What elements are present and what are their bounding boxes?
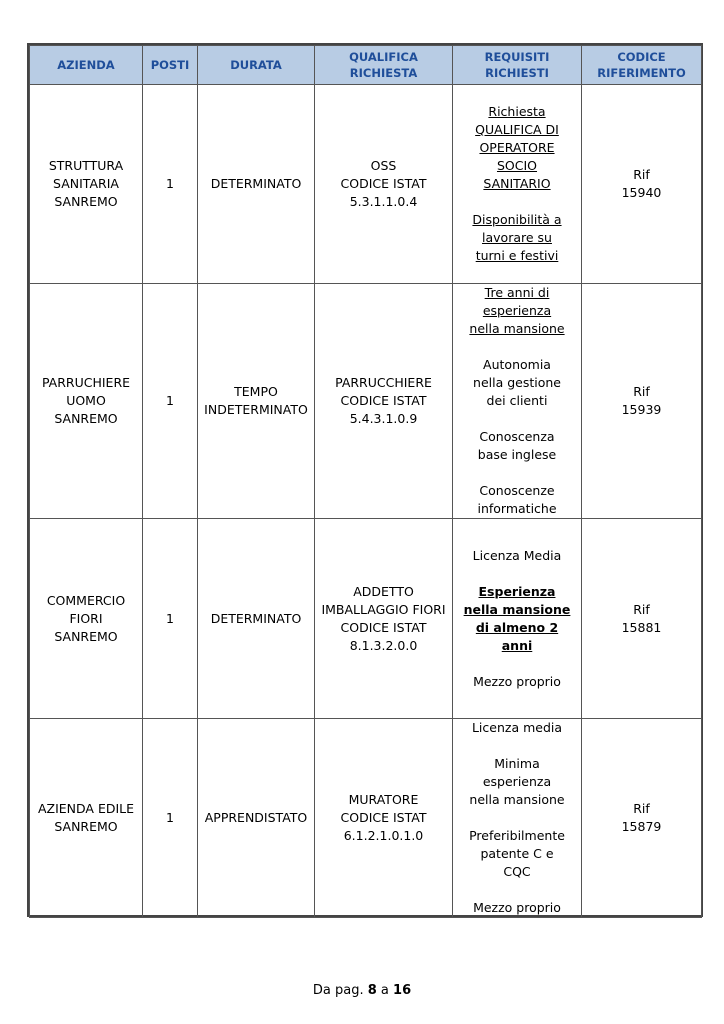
cell-line: Disponibilità a — [472, 212, 562, 227]
cell-line: dei clienti — [486, 393, 548, 408]
cell-durata — [198, 284, 315, 519]
cell-line: base inglese — [477, 447, 557, 462]
cell-line: 5.4.3.1.0.9 — [349, 411, 418, 426]
cell-line: SANREMO — [54, 819, 118, 834]
header-qualifica: QUALIFICA RICHIESTA — [315, 46, 453, 85]
cell-line: Autonomia — [483, 357, 551, 372]
cell-line: DETERMINATO — [210, 610, 302, 626]
cell-line: nella mansione — [469, 321, 565, 336]
cell-azienda — [30, 519, 143, 719]
cell-line: FIORI — [69, 610, 103, 626]
cell-line: 15881 — [621, 619, 662, 635]
cell-line: 6.1.2.1.0.1.0 — [343, 828, 424, 843]
cell-line: ADDETTO — [353, 583, 414, 599]
cell-qualifica — [315, 719, 453, 918]
cell-line: anni — [501, 637, 533, 653]
footer-prefix: Da pag. — [312, 983, 364, 998]
requisiti-spacer — [456, 565, 578, 583]
cell-line: Esperienza — [478, 583, 556, 599]
cell-line: Licenza media — [471, 720, 563, 735]
cell-line: patente C e — [480, 846, 554, 861]
cell-line: Rif — [633, 801, 650, 816]
header-posti: POSTI — [143, 46, 198, 85]
header-requisiti: REQUISITI RICHIESTI — [453, 46, 582, 85]
cell-requisiti — [453, 284, 582, 519]
cell-requisiti — [453, 85, 582, 284]
cell-line: lavorare su — [482, 230, 552, 245]
cell-line: OSS — [370, 158, 397, 173]
cell-line: nella mansione — [463, 601, 571, 617]
table-row — [30, 719, 702, 918]
table-row — [30, 284, 702, 519]
cell-azienda — [30, 284, 143, 519]
page-footer — [0, 983, 724, 998]
cell-line: OPERATORE — [479, 140, 555, 155]
cell-line: UOMO — [66, 393, 106, 408]
cell-line: SANREMO — [54, 411, 118, 426]
cell-durata — [198, 85, 315, 284]
footer-page-number: 8 — [367, 983, 377, 998]
cell-azienda — [30, 719, 143, 918]
cell-requisiti — [453, 719, 582, 918]
cell-line: SANREMO — [54, 194, 118, 209]
cell-line: esperienza — [482, 303, 552, 318]
cell-line: 15940 — [621, 185, 662, 200]
cell-line: TEMPO — [234, 384, 278, 399]
requisiti-spacer — [456, 881, 578, 899]
cell-line: IMBALLAGGIO FIORI — [321, 601, 446, 617]
cell-qualifica — [315, 85, 453, 284]
cell-line: esperienza — [482, 774, 552, 789]
cell-codice — [582, 519, 702, 719]
cell-azienda — [30, 85, 143, 284]
cell-line: Preferibilmente — [469, 828, 565, 843]
cell-line: SOCIO — [496, 158, 538, 173]
cell-line: Mezzo proprio — [473, 900, 561, 915]
cell-line: APPRENDISTATO — [204, 810, 308, 825]
table-row — [30, 85, 702, 284]
cell-line: SANITARIO — [483, 176, 551, 191]
table-header-row — [30, 46, 702, 85]
cell-line: COMMERCIO — [46, 592, 126, 608]
cell-line: DETERMINATO — [210, 176, 302, 191]
cell-codice — [582, 284, 702, 519]
cell-line: PARRUCHIERE — [41, 375, 131, 390]
cell-line: Conoscenza — [479, 429, 555, 444]
cell-line: nella gestione — [473, 375, 561, 390]
cell-line: Tre anni di — [484, 285, 550, 300]
cell-line: INDETERMINATO — [204, 402, 308, 417]
cell-line: nella mansione — [469, 792, 565, 807]
table-row — [30, 519, 702, 719]
cell-line: AZIENDA EDILE — [37, 801, 135, 816]
cell-requisiti — [453, 519, 582, 719]
cell-line: CODICE ISTAT — [340, 619, 427, 635]
cell-line: Conoscenze — [479, 483, 555, 498]
cell-posti: 1 — [143, 719, 198, 918]
footer-page-total: 16 — [393, 983, 412, 998]
requisiti-spacer — [456, 464, 578, 482]
requisiti-spacer — [456, 655, 578, 673]
cell-line: 15879 — [621, 819, 662, 834]
cell-line: CODICE ISTAT — [340, 176, 427, 191]
cell-qualifica — [315, 519, 453, 719]
cell-posti: 1 — [143, 519, 198, 719]
header-azienda: AZIENDA — [30, 46, 143, 85]
cell-line: Mezzo proprio — [473, 673, 561, 689]
cell-line: 8.1.3.2.0.0 — [349, 637, 418, 653]
requisiti-spacer — [456, 809, 578, 827]
cell-line: Rif — [633, 601, 650, 617]
cell-durata — [198, 519, 315, 719]
cell-line: PARRUCCHIERE — [335, 375, 432, 390]
requisiti-spacer — [456, 193, 578, 211]
cell-line: turni e festivi — [475, 248, 559, 263]
cell-line: SANITARIA — [53, 176, 119, 191]
cell-line: CQC — [503, 864, 531, 879]
footer-separator: a — [380, 983, 389, 998]
cell-codice — [582, 85, 702, 284]
cell-line: informatiche — [477, 501, 557, 516]
cell-durata — [198, 719, 315, 918]
cell-line: 5.3.1.1.0.4 — [349, 194, 418, 209]
header-codice: CODICE RIFERIMENTO — [582, 46, 702, 85]
cell-line: SANREMO — [54, 628, 118, 644]
requisiti-spacer — [456, 338, 578, 356]
cell-line: STRUTTURA — [48, 158, 124, 173]
cell-line: di almeno 2 — [475, 619, 559, 635]
cell-posti: 1 — [143, 284, 198, 519]
cell-line: MURATORE — [348, 792, 419, 807]
cell-line: Minima — [494, 756, 540, 771]
cell-posti: 1 — [143, 85, 198, 284]
cell-line: QUALIFICA DI — [475, 122, 559, 137]
cell-line: Rif — [633, 167, 650, 182]
requisiti-spacer — [456, 410, 578, 428]
cell-codice — [582, 719, 702, 918]
cell-line: Rif — [633, 384, 650, 399]
cell-qualifica — [315, 284, 453, 519]
header-durata: DURATA — [198, 46, 315, 85]
cell-line: Licenza Media — [472, 547, 562, 563]
job-offers-table — [29, 45, 702, 918]
table-body — [30, 85, 702, 918]
cell-line: 15939 — [621, 402, 662, 417]
cell-line: CODICE ISTAT — [340, 810, 427, 825]
requisiti-spacer — [456, 737, 578, 755]
cell-line: Richiesta — [488, 104, 546, 119]
cell-line: CODICE ISTAT — [340, 393, 427, 408]
